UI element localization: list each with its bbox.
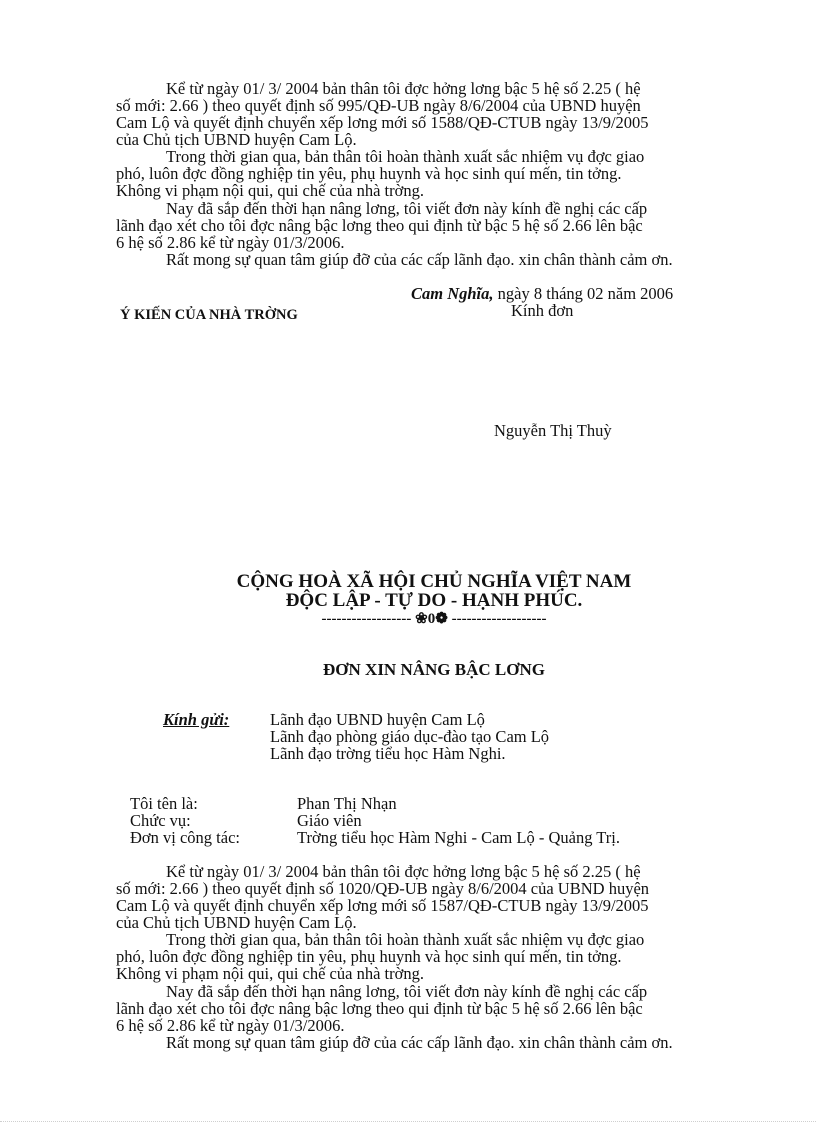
info-label-position: Chức vụ: [130,811,191,830]
national-motto: ĐỘC LẬP - TỰ DO - HẠNH PHÚC. [285,590,583,611]
divider-dashes-left: ------------------ [321,611,412,627]
ornament-right-icon: ❁ [435,611,448,627]
date-line [411,285,673,302]
info-value-position: Giáo viên [297,811,362,830]
letter-paragraph-1: Kể từ ngày 01/ 3/ 2004 bản thân tôi đợc hởng lơng bậc 5 hệ số 2.25 ( hệ số mới: 2.66 ) theo quyết định số 1020/QĐ-UB ngày 8/6/2004 của UBND huyện Cam Lộ và quyết định chuyển xếp lơng mới số 1587/QĐ-CTUB ngày 13/9/2005 của Chủ tịch UBND huyện Cam Lộ. [116,862,650,932]
top-paragraph-3: Nay đã sắp đến thời hạn nâng lơng, tôi viết đơn này kính đề nghị các cấp lãnh đạo xét cho tôi đợc nâng bậc lơng theo qui định từ bậc 5 hệ số 2.66 lên bậc 6 hệ số 2.86 kể từ ngày 01/3/2006. [116,199,648,252]
recipient-1: Lãnh đạo UBND huyện Cam Lộ [270,710,485,729]
place-name: Cam Nghĩa, [411,284,494,303]
recipient-2: Lãnh đạo phòng giáo dục-đào tạo Cam Lộ [270,727,550,746]
country-name: CỘNG HOÀ XÃ HỘI CHỦ NGHĨA VIỆT NAM [236,571,632,592]
ornament-zero: 0 [427,611,436,627]
recipient-3: Lãnh đạo trờng tiểu học Hàm Nghi. [270,744,506,763]
signer-name: Nguyễn Thị Thuỳ [494,421,612,440]
info-label-workplace: Đơn vị công tác: [130,828,240,847]
info-label-name: Tôi tên là: [130,794,198,813]
letter-title: ĐƠN XIN NÂNG BẬC LƠNG [323,660,545,679]
to-label: Kính gửi: [163,710,230,729]
date-text: ngày 8 tháng 02 năm 2006 [493,284,674,303]
regards-text: Kính đơn [511,301,574,320]
letter-paragraph-2: Trong thời gian qua, bản thân tôi hoàn thành xuất sắc nhiệm vụ đợc giao phó, luôn đợc đồng nghiệp tin yêu, phụ huynh và học sinh quí mến, tin tởng. Không vi phạm nội qui, qui chế của nhà trờng. [116,930,645,983]
header-divider [0,611,816,628]
info-value-workplace: Trờng tiểu học Hàm Nghi - Cam Lộ - Quảng Trị. [297,828,620,847]
info-value-name: Phan Thị Nhạn [297,794,397,813]
school-opinion-heading: Ý KIẾN CỦA NHÀ TRỜNG [120,307,298,323]
letter-paragraph-3: Nay đã sắp đến thời hạn nâng lơng, tôi viết đơn này kính đề nghị các cấp lãnh đạo xét cho tôi đợc nâng bậc lơng theo qui định từ bậc 5 hệ số 2.66 lên bậc 6 hệ số 2.86 kể từ ngày 01/3/2006. [116,982,648,1035]
top-paragraph-4: Rất mong sự quan tâm giúp đỡ của các cấp lãnh đạo. xin chân thành cảm ơn. [166,250,673,269]
top-paragraph-1: Kể từ ngày 01/ 3/ 2004 bản thân tôi đợc hởng lơng bậc 5 hệ số 2.25 ( hệ số mới: 2.66 ) theo quyết định số 995/QĐ-UB ngày 8/6/2004 của UBND huyện Cam Lộ và quyết định chuyển xếp lơng mới số 1588/QĐ-CTUB ngày 13/9/2005 của Chủ tịch UBND huyện Cam Lộ. [116,79,649,149]
divider-dashes-right: ------------------- [451,611,547,627]
letter-paragraph-4: Rất mong sự quan tâm giúp đỡ của các cấp lãnh đạo. xin chân thành cảm ơn. [166,1033,673,1052]
top-paragraph-2: Trong thời gian qua, bản thân tôi hoàn thành xuất sắc nhiệm vụ đợc giao phó, luôn đợc đồng nghiệp tin yêu, phụ huynh và học sinh quí mến, tin tởng. Không vi phạm nội qui, qui chế của nhà trờng. [116,147,645,200]
ornament-left-icon: ❀ [415,611,428,627]
page-bottom-border [0,1121,816,1122]
